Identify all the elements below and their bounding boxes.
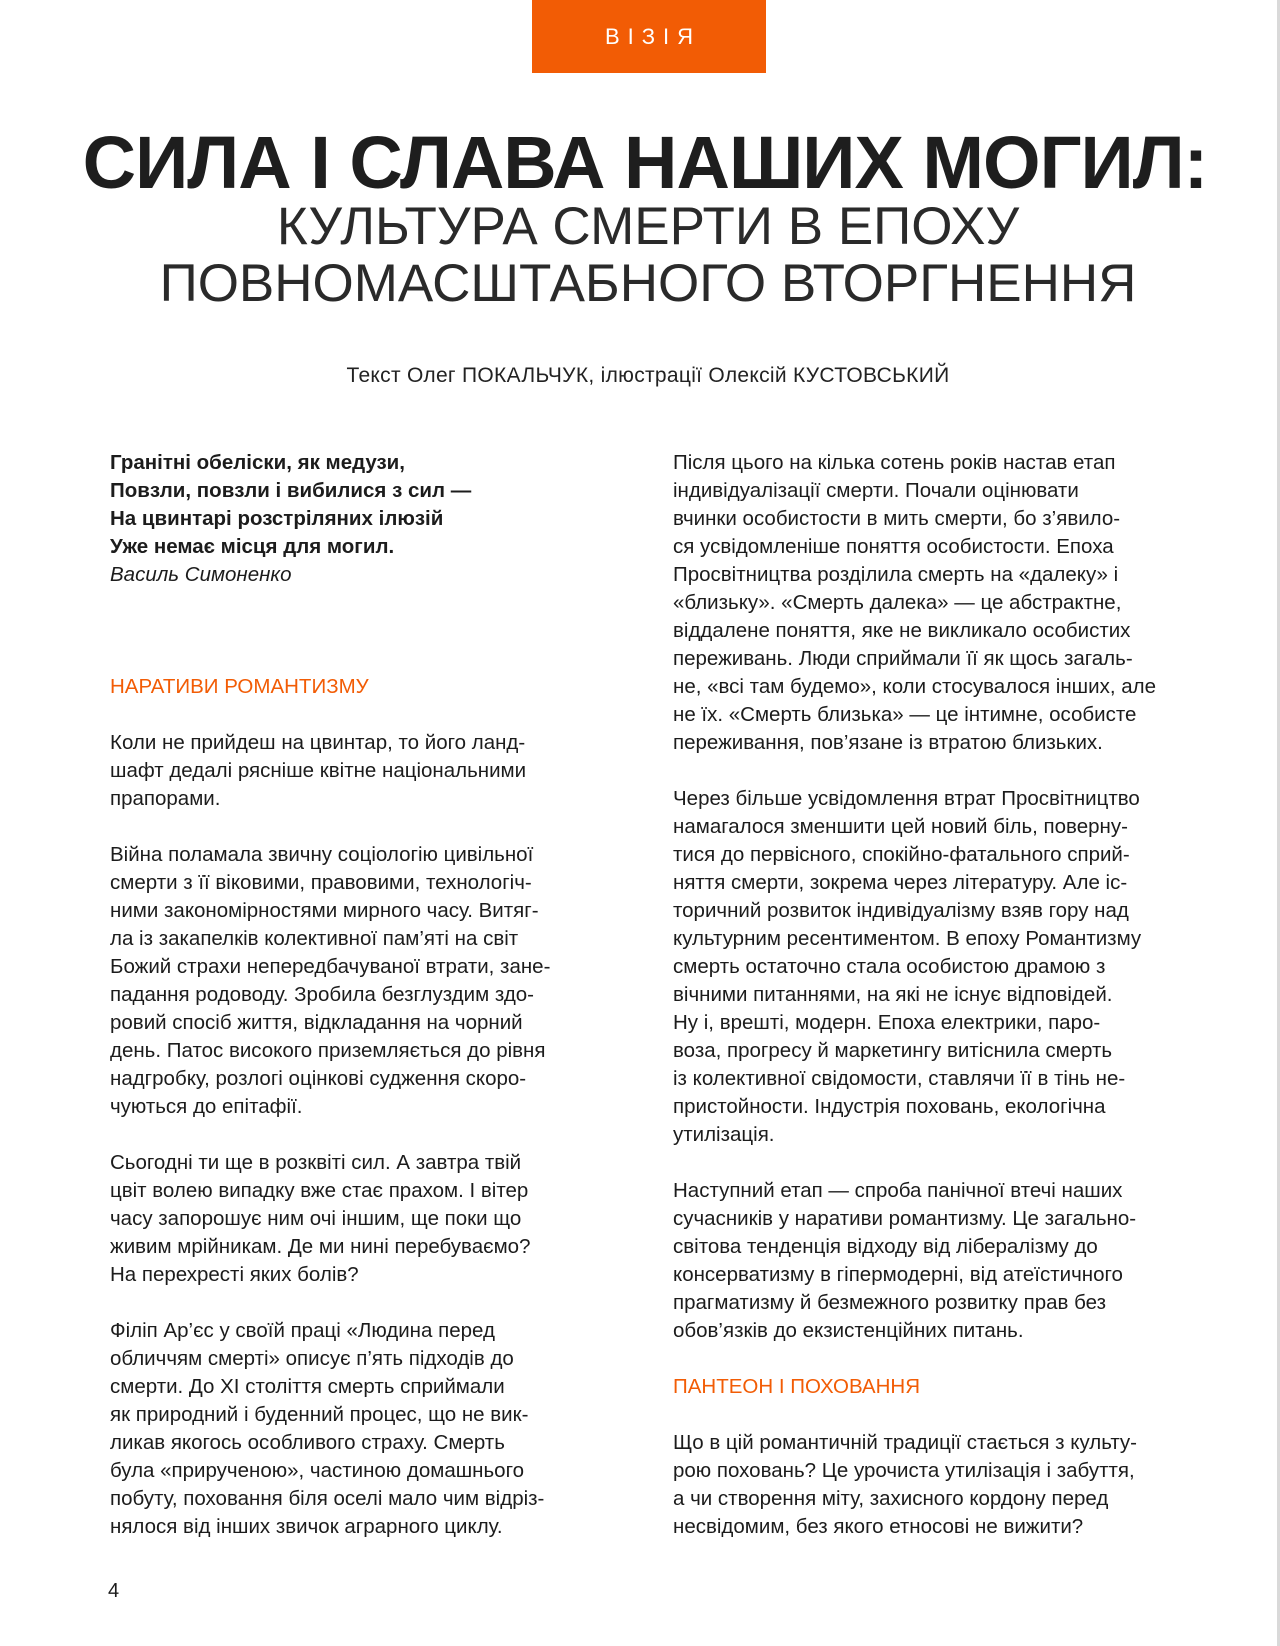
epigraph-line: На цвинтарі розстріляних ілюзій <box>110 507 444 530</box>
text-line: прапорами. <box>110 787 221 810</box>
text-line: ними закономірностями мирного часу. Витяг- <box>110 899 539 922</box>
paragraph <box>673 1177 1163 1345</box>
text-line: Філіп Ар’єс у своїй праці «Людина перед <box>110 1319 495 1342</box>
paragraph <box>110 1317 600 1541</box>
text-line: нялося від інших звичок аграрного циклу. <box>110 1515 503 1538</box>
text-line: була «прирученою», частиною домашнього <box>110 1459 524 1482</box>
text-line: із колективної свідомости, ставлячи її в тінь не- <box>673 1067 1126 1090</box>
epigraph-line: Уже немає місця для могил. <box>110 535 395 558</box>
text-line: обов’язків до екзистенційних питань. <box>673 1319 1024 1342</box>
text-line: Війна поламала звичну соціологію цивільної <box>110 843 534 866</box>
article-title: СИЛА І СЛАВА НАШИХ МОГИЛ: <box>82 121 1208 204</box>
text-line: рою поховань? Це урочиста утилізація і забуття, <box>673 1459 1135 1482</box>
text-line: ликав якогось особливого страху. Смерть <box>110 1431 505 1454</box>
text-line: сучасників у наративи романтизму. Це загально- <box>673 1207 1137 1230</box>
text-line: живим мрійникам. Де ми нині перебуваємо? <box>110 1235 531 1258</box>
text-line: вічними питаннями, на які не існує відповідей. <box>673 983 1113 1006</box>
article-subtitle <box>0 198 1280 312</box>
text-line: не, «всі там будемо», коли стосувалося інших, але <box>673 675 1156 698</box>
subtitle-line: КУЛЬТУРА СМЕРТИ В ЕПОХУ <box>276 197 1020 256</box>
epigraph <box>110 449 600 589</box>
text-line: Сьогодні ти ще в розквіті сил. А завтра твій <box>110 1151 522 1174</box>
text-line: смерти. До XI століття смерть сприймали <box>110 1375 505 1398</box>
text-line: смерти з її віковими, правовими, технологіч- <box>110 871 532 894</box>
article-credits: Текст Олег ПОКАЛЬЧУК, ілюстрації Олексій КУСТОВСЬКИЙ <box>346 364 950 387</box>
text-line: обличчям смерті» описує п’ять підходів до <box>110 1347 514 1370</box>
text-line: консерватизму в гіпермодерні, від атеїстичного <box>673 1263 1123 1286</box>
paragraph <box>110 1149 600 1289</box>
text-line: ла із закапелків колективної пам’яті на світ <box>110 927 519 950</box>
subtitle-line: ПОВНОМАСШТАБНОГО ВТОРГНЕННЯ <box>159 254 1137 313</box>
text-line: прагматизму й безмежного розвитку прав без <box>673 1291 1106 1314</box>
text-line: падання родоводу. Зробила безглуздим здо- <box>110 983 535 1006</box>
text-line: Після цього на кілька сотень років настав етап <box>673 451 1116 474</box>
text-line: віддалене поняття, яке не викликало особистих <box>673 619 1131 642</box>
text-line: пристойности. Індустрія поховань, екологічна <box>673 1095 1106 1118</box>
text-line: як природний і буденний процес, що не вик- <box>110 1403 529 1426</box>
text-line: часу запорошує ним очі іншим, ще поки що <box>110 1207 522 1230</box>
epigraph-line: Повзли, повзли і вибилися з сил — <box>110 479 472 502</box>
text-line: намагалося зменшити цей новий біль, поверну- <box>673 815 1128 838</box>
text-line: воза, прогресу й маркетингу витіснила смерть <box>673 1039 1113 1062</box>
paragraph <box>110 841 600 1121</box>
text-line: світова тенденція відходу від лібералізму до <box>673 1235 1098 1258</box>
text-line: переживання, пов’язане із втратою близьких. <box>673 731 1103 754</box>
text-line: побуту, поховання біля оселі мало чим відріз- <box>110 1487 545 1510</box>
right-column <box>673 449 1163 1541</box>
paragraph <box>673 1429 1163 1541</box>
epigraph-line: Гранітні обеліски, як медузи, <box>110 451 405 474</box>
text-line: переживань. Люди сприймали її як щось загаль- <box>673 647 1133 670</box>
text-line: культурним ресентиментом. В епоху Романтизму <box>673 927 1142 950</box>
text-line: Божий страхи непередбачуваної втрати, зане- <box>110 955 551 978</box>
page-number: 4 <box>108 1580 120 1602</box>
text-line: не їх. «Смерть близька» — це інтимне, особисте <box>673 703 1137 726</box>
text-line: надгробку, розлогі оцінкові судження скоро- <box>110 1067 527 1090</box>
paragraph <box>673 785 1163 1149</box>
text-line: Через більше усвідомлення втрат Просвітництво <box>673 787 1140 810</box>
text-line: індивідуалізації смерти. Почали оцінювати <box>673 479 1079 502</box>
text-line: а чи створення міту, захисного кордону перед <box>673 1487 1109 1510</box>
text-line: Коли не прийдеш на цвинтар, то його ланд- <box>110 731 526 754</box>
paragraph <box>673 449 1163 757</box>
text-line: Ну і, врешті, модерн. Епоха електрики, паро- <box>673 1011 1101 1034</box>
text-line: ся усвідомленіше поняття особистости. Епоха <box>673 535 1114 558</box>
text-line: несвідомим, без якого етносові не вижити? <box>673 1515 1084 1538</box>
text-line: няття смерти, зокрема через літературу. Але іс- <box>673 871 1128 894</box>
text-line: тися до первісного, спокійно-фатального сприй- <box>673 843 1130 866</box>
section-tag: ВІЗІЯ <box>532 0 766 73</box>
text-line: Що в цій романтичній традиції стається з культу- <box>673 1431 1138 1454</box>
text-line: день. Патос високого приземляється до рівня <box>110 1039 546 1062</box>
text-line: шафт дедалі рясніше квітне національними <box>110 759 527 782</box>
text-line: На перехресті яких болів? <box>110 1263 359 1286</box>
epigraph-author: Василь Симоненко <box>110 563 292 586</box>
text-line: Наступний етап — спроба панічної втечі наших <box>673 1179 1123 1202</box>
text-line: торичний розвиток індивідуалізму взяв гору над <box>673 899 1129 922</box>
text-line: вчинки особистости в мить смерти, бо з’явило- <box>673 507 1121 530</box>
text-line: смерть остаточно стала особистою драмою з <box>673 955 1106 978</box>
left-column <box>110 449 600 1541</box>
paragraph <box>110 729 600 813</box>
text-line: утилізація. <box>673 1123 775 1146</box>
text-line: «близьку». «Смерть далека» — це абстрактне, <box>673 591 1122 614</box>
section-heading: ПАНТЕОН І ПОХОВАННЯ <box>673 1375 921 1398</box>
text-line: чуються до епітафії. <box>110 1095 303 1118</box>
text-line: ровий спосіб життя, відкладання на чорний <box>110 1011 523 1034</box>
text-line: Просвітництва розділила смерть на «далеку» і <box>673 563 1119 586</box>
text-line: цвіт волею випадку вже стає прахом. І вітер <box>110 1179 529 1202</box>
section-heading: НАРАТИВИ РОМАНТИЗМУ <box>110 675 369 698</box>
